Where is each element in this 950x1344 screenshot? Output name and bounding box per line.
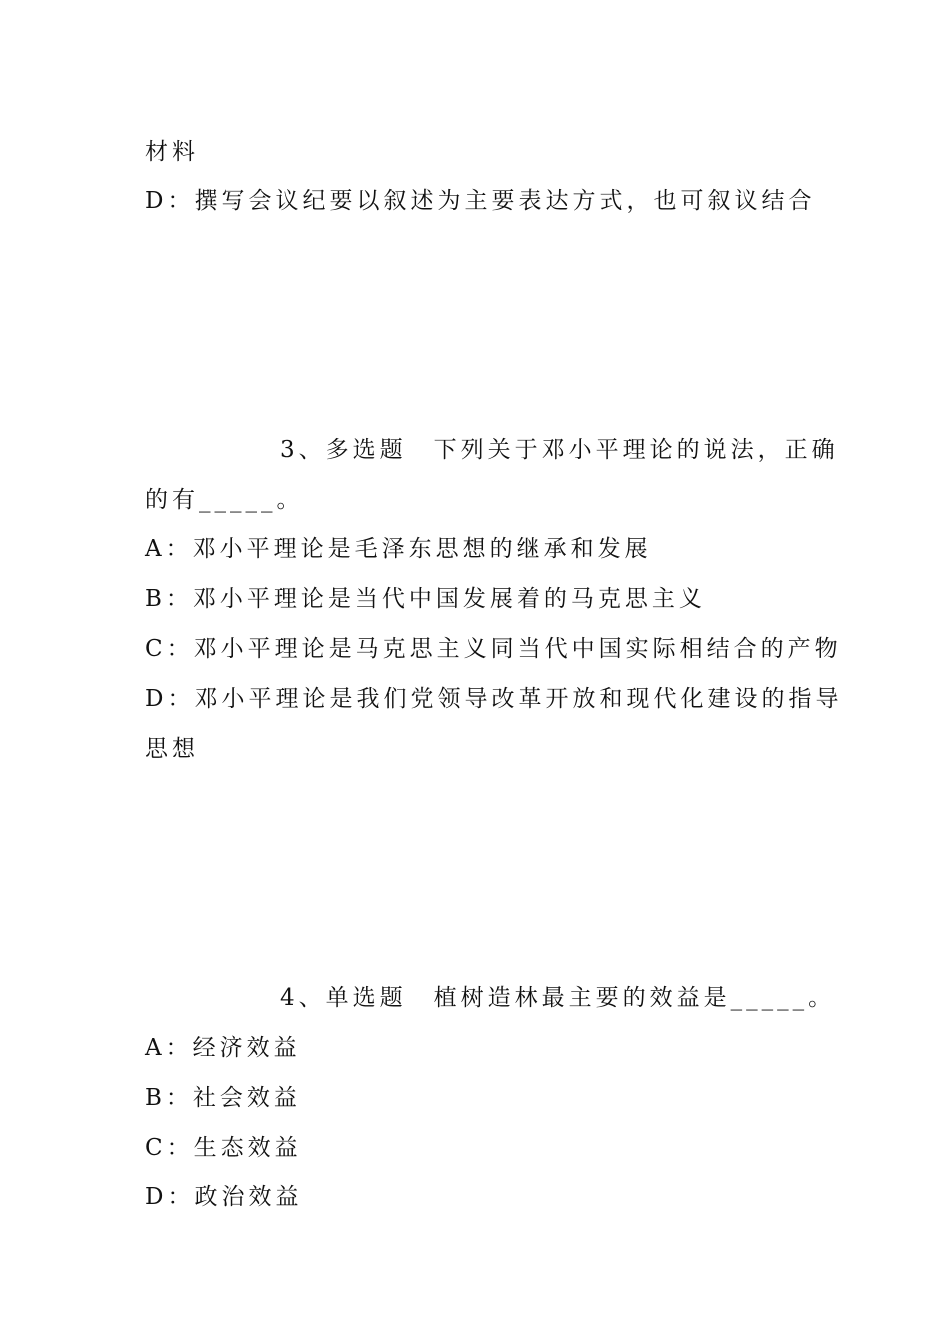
q3-option-a: A：邓小平理论是毛泽东思想的继承和发展 (145, 536, 652, 562)
q4-stem: 4、单选题 植树造林最主要的效益是_____。 (280, 985, 836, 1011)
q4-option-d: D：政治效益 (145, 1184, 303, 1210)
q3-stem-line1: 3、多选题 下列关于邓小平理论的说法，正确 (280, 437, 839, 463)
q3-option-d-line2: 思想 (145, 736, 199, 762)
q3-option-b: B：邓小平理论是当代中国发展着的马克思主义 (145, 586, 706, 612)
q4-option-a: A：经济效益 (145, 1035, 301, 1061)
q3-stem-line2: 的有_____。 (145, 487, 304, 513)
prev-option-d: D：撰写会议纪要以叙述为主要表达方式，也可叙议结合 (145, 188, 816, 214)
q4-option-b: B：社会效益 (145, 1085, 301, 1111)
q3-option-d-line1: D：邓小平理论是我们党领导改革开放和现代化建设的指导 (145, 686, 843, 712)
q3-option-c: C：邓小平理论是马克思主义同当代中国实际相结合的产物 (145, 636, 842, 662)
prev-option-continuation: 材料 (145, 139, 199, 165)
q4-option-c: C：生态效益 (145, 1135, 302, 1161)
